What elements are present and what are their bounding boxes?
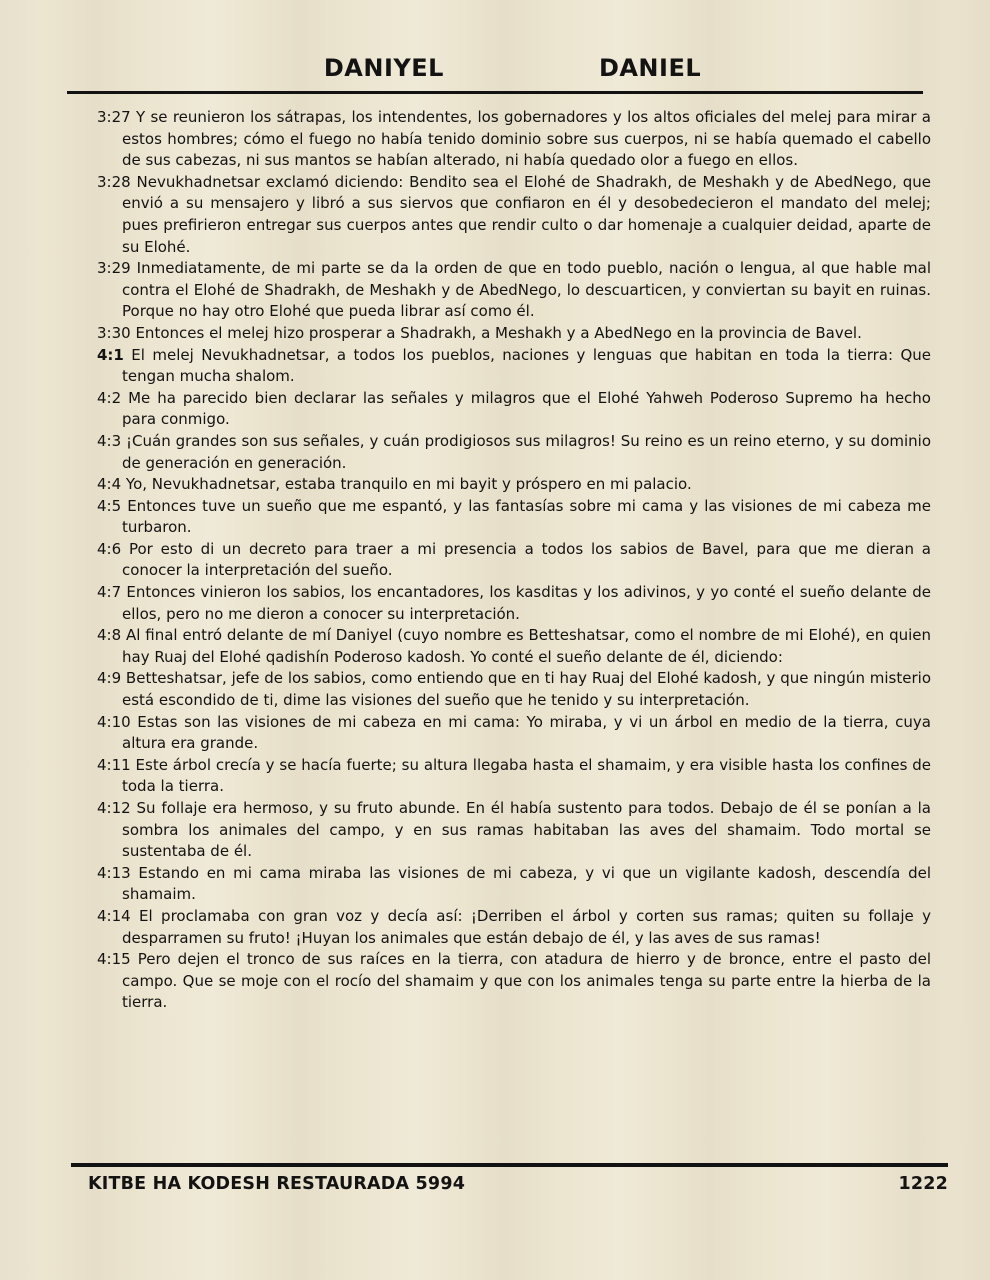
verse-list (97, 107, 931, 1014)
verse: 3:27 Y se reunieron los sátrapas, los intendentes, los gobernadores y los altos oficiales del melej para mirar a estos hombres; cómo el fuego no había tenido dominio sobre sus cuerpos, ni se había quemado el cabello de sus cabezas, ni sus mantos se habían alterado, ni había quedado olor a fuego en ellos. (97, 108, 931, 170)
header-divider (67, 91, 923, 94)
verse-number: 4:1 (97, 345, 124, 364)
page-footer (88, 1174, 948, 1194)
verse: 4:13 Estando en mi cama miraba las visiones de mi cabeza, y vi que un vigilante kadosh, descendía del shamaim. (97, 863, 931, 904)
verse-number: 4:14 (97, 906, 131, 925)
verse-number: 4:11 (97, 755, 131, 774)
verse: 4:1 El melej Nevukhadnetsar, a todos los pueblos, naciones y lenguas que habitan en toda la tierra: Que tengan mucha shalom. (97, 345, 931, 386)
footer-divider (71, 1163, 948, 1167)
verse: 4:8 Al final entró delante de mí Daniyel (cuyo nombre es Betteshatsar, como el nombre de mi Elohé), en quien hay Ruaj del Elohé qadishín Poderoso kadosh. Yo conté el sueño delante de él, diciendo: (97, 626, 931, 666)
verse-number: 3:30 (97, 323, 131, 342)
verse: 4:15 Pero dejen el tronco de sus raíces en la tierra, con atadura de hierro y de bronce, entre el pasto del campo. Que se moje con el rocío del shamaim y que con los animales tenga su parte entre la hierba de la tierra. (97, 950, 931, 1012)
verse: 4:14 El proclamaba con gran voz y decía así: ¡Derriben el árbol y corten sus ramas; quiten su follaje y desparramen su fruto! ¡Huyan los animales que están debajo de él, y las aves de sus ramas! (97, 906, 931, 947)
verse-number: 4:6 (97, 539, 122, 558)
verse: 4:5 Entonces tuve un sueño que me espantó, y las fantasías sobre mi cama y las visiones de mi cabeza me turbaron. (97, 496, 931, 537)
verse-number: 4:12 (97, 799, 131, 817)
verse-number: 4:8 (97, 626, 122, 645)
verse-number: 3:28 (97, 172, 131, 191)
verse: 4:9 Betteshatsar, jefe de los sabios, como entiendo que en ti hay Ruaj del Elohé kadosh, y que ningún misterio está escondido de ti, dime las visiones del sueño que he tenido y su interpretación. (97, 669, 931, 710)
footer-edition-title: KITBE HA KODESH RESTAURADA 5994 (88, 1174, 466, 1194)
verse-number: 4:9 (97, 669, 122, 688)
verse-number: 4:4 (97, 475, 122, 494)
page-header (0, 0, 990, 82)
verse-number: 4:13 (97, 863, 131, 882)
verse-number: 3:27 (97, 108, 131, 126)
book-title-hebrew: DANIYEL (323, 54, 444, 82)
verse-number: 3:29 (97, 259, 131, 278)
verse: 4:3 ¡Cuán grandes son sus señales, y cuán prodigiosos sus milagros! Su reino es un reino eterno, y su dominio de generación en generación. (97, 431, 931, 472)
verse: 4:11 Este árbol crecía y se hacía fuerte; su altura llegaba hasta el shamaim, y era visible hasta los confines de toda la tierra. (97, 755, 931, 796)
verse: 4:7 Entonces vinieron los sabios, los encantadores, los kasditas y los adivinos, y yo conté el sueño delante de ellos, pero no me dieron a conocer su interpretación. (97, 583, 931, 623)
verse: 3:30 Entonces el melej hizo prosperar a Shadrakh, a Meshakh y a AbedNego en la provincia de Bavel. (97, 323, 862, 342)
verse: 4:6 Por esto di un decreto para traer a mi presencia a todos los sabios de Bavel, para que me dieran a conocer la interpretación del sueño. (97, 539, 931, 580)
verse: 4:12 Su follaje era hermoso, y su fruto abunde. En él había sustento para todos. Debajo de él se ponían a la sombra los animales del campo, y en sus ramas habitaban las aves del shamaim. Todo mortal se sustentaba de él. (97, 799, 931, 861)
verse-number: 4:3 (97, 431, 122, 450)
verse-number: 4:5 (97, 496, 122, 515)
verse: 4:2 Me ha parecido bien declarar las señales y milagros que el Elohé Yahweh Poderoso Supremo ha hecho para conmigo. (97, 388, 931, 429)
verse-number: 4:15 (97, 950, 131, 969)
verse: 4:4 Yo, Nevukhadnetsar, estaba tranquilo en mi bayit y próspero en mi palacio. (97, 475, 692, 494)
verse: 3:28 Nevukhadnetsar exclamó diciendo: Bendito sea el Elohé de Shadrakh, de Meshakh y de AbedNego, que envió a su mensajero y libró a sus siervos que confiaron en él y desobedecieron el mandato del melej; pues prefirieron entregar sus cuerpos antes que rendir culto o dar homenaje a cualquier deidad, aparte de su Elohé. (97, 172, 931, 256)
verse: 4:10 Estas son las visiones de mi cabeza en mi cama: Yo miraba, y vi un árbol en medio de la tierra, cuya altura era grande. (97, 712, 931, 753)
verse: 3:29 Inmediatamente, de mi parte se da la orden de que en todo pueblo, nación o lengua, al que hable mal contra el Elohé de Shadrakh, de Meshakh y de AbedNego, lo descuarticen, y conviertan su bayit en ruinas. Porque no hay otro Elohé que pueda librar así como él. (97, 259, 931, 321)
page-number: 1222 (898, 1174, 948, 1194)
book-title-spanish: DANIEL (598, 54, 702, 82)
verse-number: 4:7 (97, 583, 122, 602)
verse-number: 4:2 (97, 388, 122, 407)
verse-number: 4:10 (97, 712, 131, 731)
